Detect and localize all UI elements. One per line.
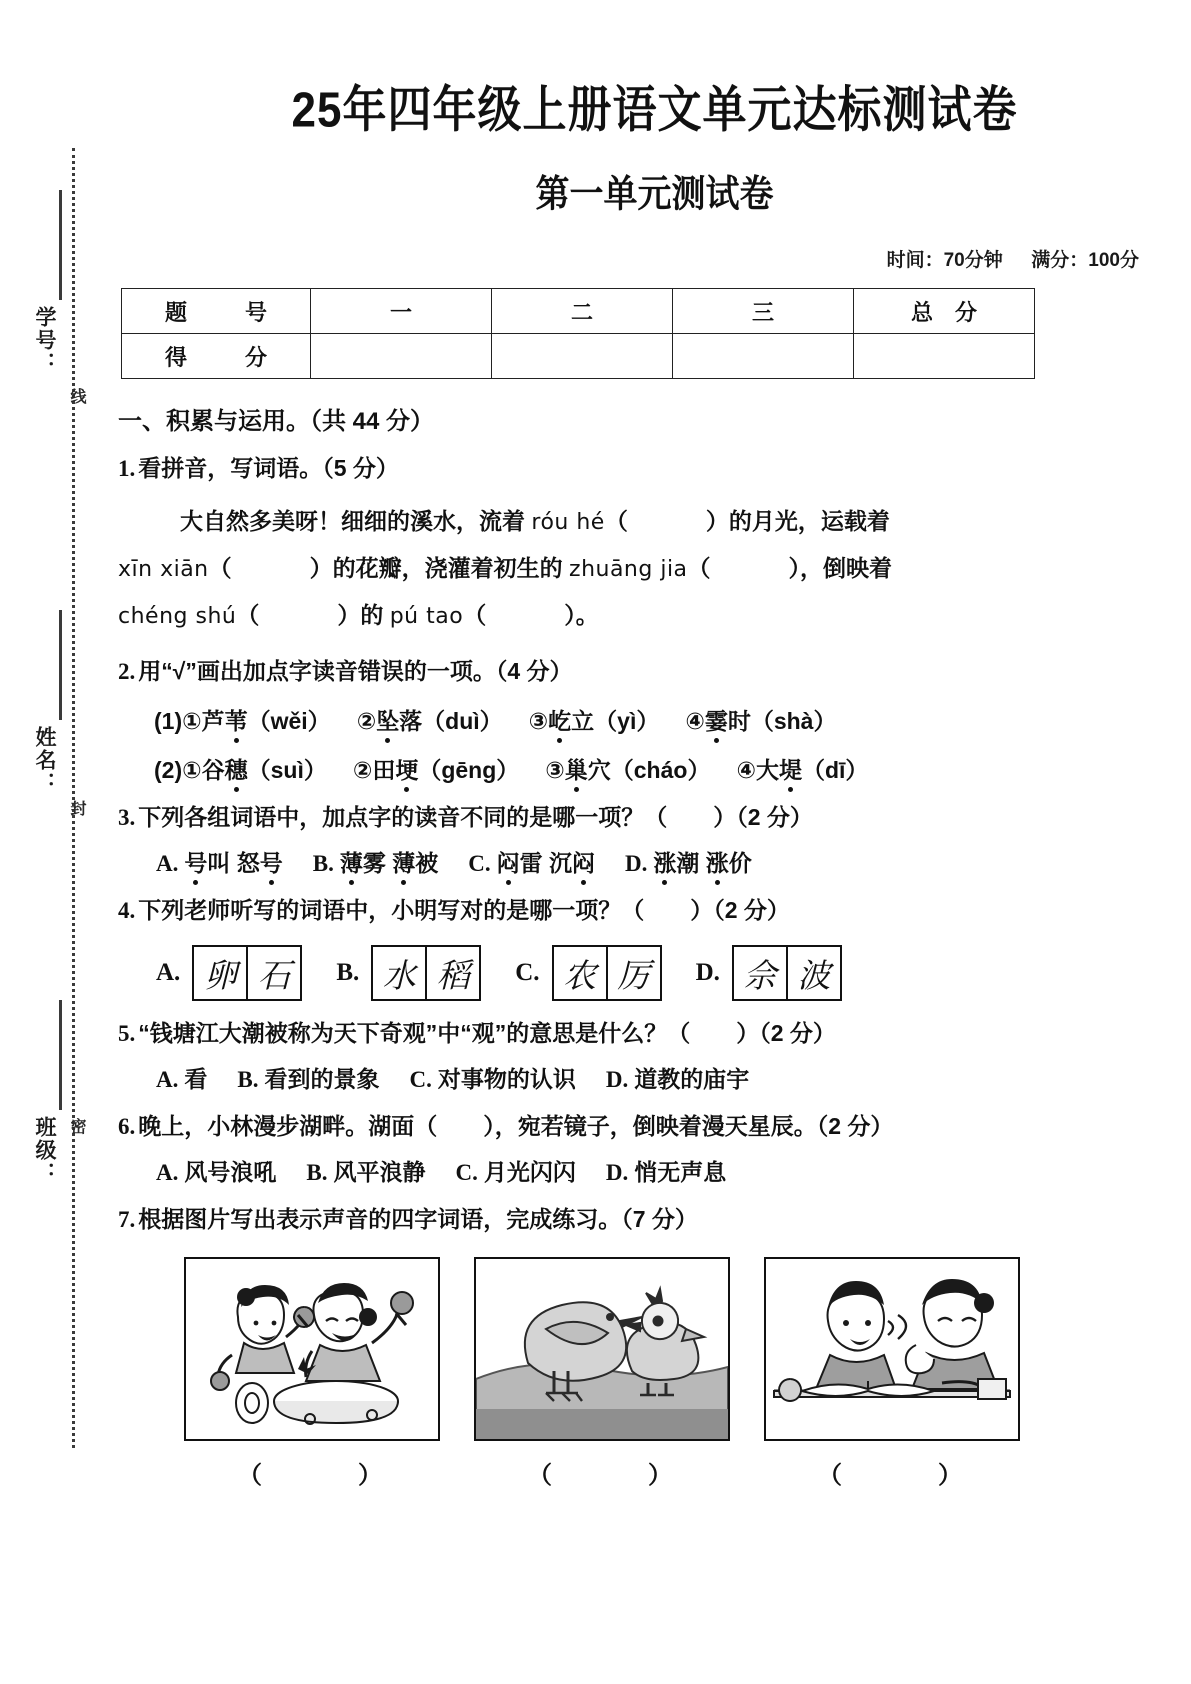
question-4-stem (118, 896, 1191, 926)
pinyin-pu-tao: pú tao (389, 604, 464, 630)
picture-two-girls-with-drums-icon (184, 1257, 440, 1441)
page-title: 25年四年级上册语文单元达标测试卷 (291, 82, 1018, 138)
question-3-stem (118, 803, 1191, 833)
option-c[interactable]: C. 闷雷 沉闷 (468, 845, 595, 878)
option-c[interactable]: C. 农 厉 (515, 945, 661, 1001)
question-4-number: 4. (118, 897, 136, 923)
dotted-char: 涨 (706, 845, 729, 878)
question-2-stem (118, 657, 1191, 687)
dotted-char: 号 (184, 845, 207, 878)
picture-cell-3 (764, 1257, 1016, 1490)
exam-total-score: 满分：100分 (1031, 250, 1139, 271)
seal-rule-bar (59, 610, 62, 720)
picture-two-students-whispering-icon (764, 1257, 1020, 1441)
score-table (121, 288, 1035, 379)
dotted-char: 霎 (705, 703, 728, 736)
question-1-number: 1. (118, 456, 136, 481)
score-cell-total[interactable] (854, 334, 1035, 379)
grid-char: 佘 (743, 956, 777, 994)
option-d[interactable]: D. 涨潮 涨价 (625, 845, 752, 878)
passage-line-3 (118, 592, 1191, 639)
dotted-seal-line (72, 148, 75, 1448)
dotted-char: 坠 (376, 703, 399, 736)
question-4-text: 下列老师听写的词语中，小明写对的是哪一项？（ ）（2 分） (138, 896, 790, 923)
passage-line-2 (118, 545, 1191, 592)
option-item[interactable]: ④霎时（shà） (685, 703, 836, 736)
passage-text: ）的 (337, 602, 390, 629)
question-2-subrow-1 (154, 703, 1191, 736)
section-heading: 一、积累与运用。（共 44 分） (118, 408, 435, 435)
dotted-char: 薄 (340, 845, 363, 878)
answer-blank[interactable]: （ (208, 554, 232, 581)
option-item[interactable]: ①谷穗（suì） (182, 752, 327, 785)
table-row (122, 289, 1035, 334)
answer-blank[interactable]: （ (463, 602, 487, 629)
passage-text: ），倒映着 (788, 554, 893, 581)
pinyin-rou-he: róu hé (531, 509, 605, 535)
score-row-label-score: 得 分 (122, 334, 311, 379)
option-item[interactable]: ③巢穴（cháo） (545, 752, 710, 785)
exam-time: 时间：70分钟 (886, 250, 1003, 271)
question-3-text: 下列各组词语中，加点字的读音不同的是哪一项？（ ）（2 分） (138, 803, 813, 830)
seal-char-seal: 封 (68, 800, 85, 816)
sealing-margin (0, 0, 118, 1684)
passage-line-1 (118, 498, 1191, 545)
dotted-char: 埂 (395, 752, 418, 785)
picture-2-answer-blank[interactable]: （ ） (528, 1461, 672, 1489)
passage-text: ）。 (564, 602, 599, 629)
seal-label-name: 姓名： (33, 725, 56, 795)
question-7-pictures (184, 1257, 1191, 1490)
picture-two-birds-icon (474, 1257, 730, 1441)
grid-char: 稻 (425, 947, 479, 999)
answer-blank[interactable]: （ (236, 602, 260, 629)
question-5-text: “钱塘江大潮被称为天下奇观”中“观”的意思是什么？（ ）（2 分） (138, 1020, 836, 1047)
score-col-3: 三 (673, 289, 854, 334)
option-item[interactable]: ②田埂（gēng） (353, 752, 519, 785)
dotted-char: 薄 (392, 845, 415, 878)
grid-char: 水 (382, 956, 416, 994)
option-item[interactable]: ③屹立（yì） (529, 703, 660, 736)
option-a[interactable]: A. 卵 石 (156, 945, 302, 1001)
question-1-passage (118, 498, 1191, 639)
picture-1-answer-blank[interactable]: （ ） (238, 1461, 382, 1489)
score-cell-2[interactable] (492, 334, 673, 379)
question-6-options (156, 1154, 1191, 1187)
seal-rule-bar (59, 190, 62, 300)
seal-char-line: 线 (68, 388, 85, 404)
grid-char: 厉 (606, 947, 660, 999)
pinyin-zhuang-jia: zhuāng jia (569, 556, 688, 582)
answer-blank[interactable]: （ (687, 554, 711, 581)
seal-field-name (18, 610, 62, 910)
question-4-options (156, 945, 1191, 1001)
option-item[interactable]: ①芦苇（wěi） (182, 703, 331, 736)
option-b[interactable]: B. 薄雾 薄被 (313, 845, 438, 878)
question-5-options (156, 1061, 1191, 1094)
picture-3-answer-blank[interactable]: （ ） (818, 1461, 962, 1489)
score-row-label-number: 题 号 (122, 289, 311, 334)
option-a[interactable]: A. 号叫 怒号 (156, 845, 283, 878)
exam-meta (118, 209, 1191, 272)
score-cell-1[interactable] (311, 334, 492, 379)
score-col-1: 一 (311, 289, 492, 334)
pinyin-cheng-shu: chéng shú (118, 604, 237, 630)
subrow-label: (1) (154, 707, 183, 734)
option-a[interactable]: A. 风号浪吼 (156, 1158, 277, 1185)
option-c[interactable]: C. 月光闪闪 (455, 1158, 576, 1185)
question-1-text: 看拼音，写词语。（5 分） (138, 455, 399, 481)
dotted-char: 涨 (653, 845, 676, 878)
question-3-number: 3. (118, 804, 136, 830)
question-2-number: 2. (118, 659, 136, 685)
seal-char-secret: 密 (68, 1118, 85, 1134)
option-item[interactable]: ②坠落（duì） (357, 703, 503, 736)
table-row (122, 334, 1035, 379)
passage-text: 大自然多美呀！细细的溪水，流着 (180, 507, 532, 534)
grid-char: 石 (246, 947, 300, 999)
question-7-number: 7. (118, 1206, 136, 1232)
dotted-char: 闷 (572, 845, 595, 878)
character-grid (732, 945, 842, 1001)
seal-label-student-id: 学号： (33, 305, 56, 375)
grid-char: 农 (563, 956, 597, 994)
dotted-char: 堤 (779, 752, 802, 785)
subrow-label: (2) (154, 756, 183, 783)
question-6-text: 晚上，小林漫步湖畔。湖面（ ），宛若镜子，倒映着漫天星辰。（2 分） (138, 1113, 894, 1140)
question-6-stem (118, 1112, 1191, 1142)
question-3-options (156, 845, 1191, 878)
score-col-2: 二 (492, 289, 673, 334)
dotted-char: 穗 (225, 752, 248, 785)
dotted-char: 屹 (548, 703, 571, 736)
question-2-text: 用“√”画出加点字读音错误的一项。（4 分） (138, 658, 573, 685)
grid-char: 卵 (203, 956, 237, 994)
dotted-char: 巢 (565, 752, 588, 785)
option-d[interactable]: D. 悄无声息 (605, 1158, 727, 1185)
answer-blank[interactable]: （ (604, 507, 628, 534)
seal-rule-bar (59, 1000, 62, 1110)
question-5-number: 5. (118, 1021, 136, 1047)
page-subtitle: 第一单元测试卷 (535, 173, 774, 216)
option-b[interactable]: B. 风平浪静 (306, 1158, 426, 1185)
character-grid (552, 945, 662, 1001)
picture-cell-1 (184, 1257, 436, 1490)
seal-label-class: 班级： (33, 1115, 56, 1185)
character-grid (371, 945, 481, 1001)
option-c[interactable]: C. 对事物的认识 (409, 1066, 576, 1093)
question-6-number: 6. (118, 1114, 136, 1140)
option-d[interactable]: D. 道教的庙宇 (605, 1066, 750, 1093)
passage-text: ）的花瓣，浇灌着初生的 (309, 554, 570, 581)
pinyin-xin-xian: xīn xiān (118, 556, 209, 582)
question-7-text: 根据图片写出表示声音的四字词语，完成练习。（7 分） (138, 1205, 698, 1232)
dotted-char: 号 (260, 845, 283, 878)
option-d[interactable]: D. 佘 波 (696, 945, 842, 1001)
character-grid (192, 945, 302, 1001)
question-1-stem (118, 454, 1191, 484)
seal-field-class (18, 1000, 62, 1300)
option-b[interactable]: B. 水 稻 (336, 945, 481, 1001)
option-b[interactable]: B. 看到的景象 (237, 1066, 380, 1093)
question-7-stem (118, 1205, 1191, 1235)
passage-text: ）的月光，运载着 (705, 507, 890, 534)
paper-content (118, 0, 1191, 1684)
dotted-char: 苇 (225, 703, 248, 736)
question-2-subrow-2 (154, 752, 1191, 785)
option-item[interactable]: ④大堤（dī） (736, 752, 868, 785)
score-cell-3[interactable] (673, 334, 854, 379)
score-col-total: 总 分 (854, 289, 1035, 334)
question-5-stem (118, 1019, 1191, 1049)
dotted-char: 闷 (497, 845, 520, 878)
picture-cell-2 (474, 1257, 726, 1490)
grid-char: 波 (786, 947, 840, 999)
seal-field-student-id (18, 190, 62, 490)
option-a[interactable]: A. 看 (156, 1066, 208, 1093)
